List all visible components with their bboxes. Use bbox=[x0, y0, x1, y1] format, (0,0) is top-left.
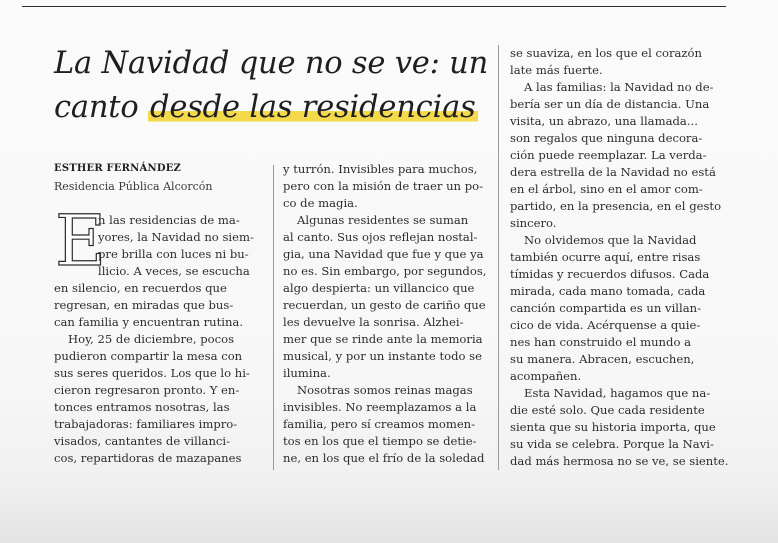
headline-highlight: desde las residencias bbox=[150, 90, 476, 125]
text-line: su manera. Abracen, escuchen, bbox=[510, 352, 695, 366]
text-line: nes han construido el mundo a bbox=[510, 335, 692, 349]
text-line: sus seres queridos. Los que lo hi- bbox=[54, 366, 250, 380]
text-line: ne, en los que el frío de la soledad bbox=[283, 451, 485, 465]
text-line: gia, una Navidad que fue y que ya bbox=[283, 247, 484, 261]
text-line: recuerdan, un gesto de cariño que bbox=[283, 298, 486, 312]
text-line: visita, un abrazo, una llamada... bbox=[510, 114, 698, 128]
top-rule bbox=[22, 6, 726, 7]
text-line: les devuelve la sonrisa. Alzhei- bbox=[283, 315, 464, 329]
text-line: su vida se celebra. Porque la Navi- bbox=[510, 437, 714, 451]
text-line: can familia y encuentran rutina. bbox=[54, 315, 244, 329]
headline-line-1: La Navidad que no se ve: un bbox=[54, 46, 489, 81]
text-column-3 bbox=[510, 45, 729, 470]
text-line: familia, pero sí creamos momen- bbox=[283, 417, 476, 431]
text-line: trabajadoras: familiares impro- bbox=[54, 417, 238, 431]
text-line: musical, y por un instante todo se bbox=[283, 349, 482, 363]
text-line: pero con la misión de traer un po- bbox=[283, 179, 484, 193]
text-line: tonces entramos nosotras, las bbox=[54, 400, 230, 414]
text-line: y turrón. Invisibles para muchos, bbox=[283, 162, 478, 176]
text-line: no es. Sin embargo, por segundos, bbox=[283, 264, 487, 278]
text-line: A las familias: la Navidad no de- bbox=[524, 80, 714, 94]
column-divider-1 bbox=[273, 165, 274, 470]
page-bottom-shadow bbox=[0, 480, 778, 543]
drop-cap: E bbox=[55, 200, 107, 282]
text-line: sincero. bbox=[510, 216, 557, 230]
text-line: Algunas residentes se suman bbox=[297, 213, 469, 227]
text-line: son regalos que ninguna decora- bbox=[510, 131, 703, 145]
text-line: dad más hermosa no se ve, se siente. bbox=[510, 454, 729, 468]
text-line: Hoy, 25 de diciembre, pocos bbox=[68, 332, 235, 346]
text-column-2 bbox=[283, 161, 491, 467]
text-line: algo despierta: un villancico que bbox=[283, 281, 475, 295]
text-line: en el árbol, sino en el amor com- bbox=[510, 182, 703, 196]
text-line: cico de vida. Acérquense a quie- bbox=[510, 318, 701, 332]
headline bbox=[54, 42, 494, 130]
text-line: yores, la Navidad no siem- bbox=[98, 230, 254, 244]
text-line: mirada, cada mano tomada, cada bbox=[510, 284, 706, 298]
text-line: No olvidemos que la Navidad bbox=[524, 233, 697, 247]
text-column-1 bbox=[54, 200, 264, 467]
author-name: ESTHER FERNÁNDEZ bbox=[54, 163, 182, 174]
text-line: cos, repartidoras de mazapanes bbox=[54, 451, 242, 465]
text-line: cieron regresaron pronto. Y en- bbox=[54, 383, 240, 397]
text-line: bería ser un día de distancia. Una bbox=[510, 97, 710, 111]
text-line: sienta que su historia importa, que bbox=[510, 420, 716, 434]
text-line: acompañen. bbox=[510, 369, 582, 383]
column-divider-2 bbox=[498, 45, 499, 470]
text-line: late más fuerte. bbox=[510, 63, 603, 77]
text-line: regresan, en miradas que bus- bbox=[54, 298, 234, 312]
text-line: die esté solo. Que cada residente bbox=[510, 403, 705, 417]
text-line: visados, cantantes de villanci- bbox=[54, 434, 231, 448]
headline-line-2 bbox=[54, 86, 494, 130]
text-line: Esta Navidad, hagamos que na- bbox=[524, 386, 711, 400]
text-line: ilumina. bbox=[283, 366, 331, 380]
text-line: pre brilla con luces ni bu- bbox=[98, 247, 249, 261]
text-line: partido, en la presencia, en el gesto bbox=[510, 199, 722, 213]
text-line: tos en los que el tiempo se detie- bbox=[283, 434, 477, 448]
text-line: canción compartida es un villan- bbox=[510, 301, 702, 315]
text-line: pudieron compartir la mesa con bbox=[54, 349, 243, 363]
text-line: dera estrella de la Navidad no está bbox=[510, 165, 716, 179]
text-line: n las residencias de ma- bbox=[98, 213, 240, 227]
text-line: co de magia. bbox=[283, 196, 358, 210]
text-line: también ocurre aquí, entre risas bbox=[510, 250, 701, 264]
text-line: llicio. A veces, se escucha bbox=[98, 264, 250, 278]
text-line: invisibles. No reemplazamos a la bbox=[283, 400, 477, 414]
text-line: se suaviza, en los que el corazón bbox=[510, 46, 702, 60]
headline-line-2-plain: canto bbox=[54, 90, 149, 125]
text-line: mer que se rinde ante la memoria bbox=[283, 332, 483, 346]
author-affiliation: Residencia Pública Alcorcón bbox=[54, 180, 213, 193]
text-line: tímidas y recuerdos difusos. Cada bbox=[510, 267, 710, 281]
text-line: en silencio, en recuerdos que bbox=[54, 281, 227, 295]
text-line: Nosotras somos reinas magas bbox=[297, 383, 473, 397]
text-line: ción puede reemplazar. La verda- bbox=[510, 148, 707, 162]
text-line: al canto. Sus ojos reflejan nostal- bbox=[283, 230, 478, 244]
